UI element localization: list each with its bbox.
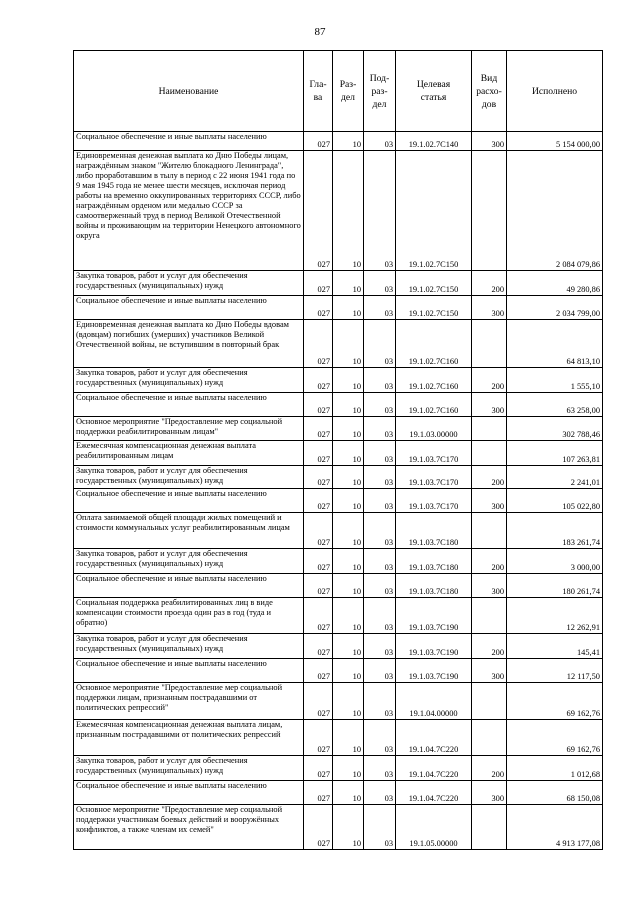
cell-expense-type — [472, 320, 507, 368]
cell-executed: 105 022,80 — [507, 489, 603, 513]
cell-expense-type — [472, 805, 507, 850]
cell-target: 19.1.04.7С220 — [396, 756, 472, 781]
cell-razdel: 10 — [333, 598, 364, 634]
cell-name: Закупка товаров, работ и услуг для обеспечения государственных (муниципальных) нужд — [74, 271, 304, 296]
cell-target: 19.1.03.7С180 — [396, 513, 472, 549]
cell-name: Социальное обеспечение и иные выплаты населению — [74, 781, 304, 805]
table-row — [74, 296, 603, 320]
cell-podrazdel: 03 — [364, 720, 396, 756]
cell-target: 19.1.05.00000 — [396, 805, 472, 850]
cell-podrazdel: 03 — [364, 598, 396, 634]
cell-expense-type: 300 — [472, 781, 507, 805]
cell-podrazdel: 03 — [364, 417, 396, 441]
cell-expense-type: 300 — [472, 132, 507, 151]
table-row — [74, 441, 603, 466]
cell-name: Основное мероприятие "Предоставление мер социальной поддержки реабилитированным лицам" — [74, 417, 304, 441]
header-podrazdel-line: раз- — [371, 85, 388, 97]
cell-expense-type: 200 — [472, 368, 507, 393]
table-row — [74, 634, 603, 659]
cell-glava: 027 — [304, 720, 333, 756]
cell-glava: 027 — [304, 393, 333, 417]
cell-glava: 027 — [304, 417, 333, 441]
cell-executed: 107 263,81 — [507, 441, 603, 466]
cell-target: 19.1.04.7С220 — [396, 720, 472, 756]
cell-razdel: 10 — [333, 805, 364, 850]
cell-expense-type: 300 — [472, 393, 507, 417]
cell-podrazdel: 03 — [364, 368, 396, 393]
header-name: Наименование — [74, 51, 304, 132]
cell-target: 19.1.03.7С190 — [396, 634, 472, 659]
cell-expense-type — [472, 513, 507, 549]
header-expense-type-line: Вид — [480, 72, 498, 84]
header-target-line: статья — [420, 92, 447, 103]
cell-razdel: 10 — [333, 683, 364, 720]
cell-executed: 302 788,46 — [507, 417, 603, 441]
cell-podrazdel: 03 — [364, 683, 396, 720]
table-row — [74, 683, 603, 720]
cell-name: Единовременная денежная выплата ко Дню Победы вдовам (вдовцам) погибших (умерших) участников Великой Отечественной войны, не вступившим в повторный брак — [74, 320, 304, 368]
cell-target: 19.1.03.7С170 — [396, 489, 472, 513]
header-target-line: Целевая — [416, 79, 451, 90]
cell-razdel: 10 — [333, 368, 364, 393]
cell-razdel: 10 — [333, 634, 364, 659]
table-row — [74, 417, 603, 441]
cell-podrazdel: 03 — [364, 441, 396, 466]
table-header-row — [74, 51, 603, 132]
page-number: 87 — [314, 26, 326, 38]
cell-podrazdel: 03 — [364, 634, 396, 659]
cell-glava: 027 — [304, 466, 333, 489]
table-row — [74, 320, 603, 368]
cell-glava: 027 — [304, 296, 333, 320]
cell-name: Социальное обеспечение и иные выплаты населению — [74, 489, 304, 513]
table-row — [74, 659, 603, 683]
cell-expense-type — [472, 151, 507, 271]
header-glava-line: ва — [313, 92, 323, 103]
cell-target: 19.1.02.7С150 — [396, 296, 472, 320]
cell-razdel: 10 — [333, 659, 364, 683]
cell-razdel: 10 — [333, 132, 364, 151]
cell-executed: 2 034 799,00 — [507, 296, 603, 320]
cell-executed: 2 084 079,86 — [507, 151, 603, 271]
cell-executed: 180 261,74 — [507, 574, 603, 598]
header-razdel-line: дел — [341, 92, 355, 103]
cell-target: 19.1.03.7С180 — [396, 549, 472, 574]
cell-podrazdel: 03 — [364, 574, 396, 598]
table-row — [74, 368, 603, 393]
cell-glava: 027 — [304, 132, 333, 151]
cell-glava: 027 — [304, 805, 333, 850]
table-row — [74, 132, 603, 151]
header-glava-line: Гла- — [309, 79, 327, 90]
cell-razdel: 10 — [333, 151, 364, 271]
cell-target: 19.1.03.7С190 — [396, 598, 472, 634]
cell-expense-type: 300 — [472, 489, 507, 513]
cell-executed: 2 241,01 — [507, 466, 603, 489]
table-row — [74, 756, 603, 781]
cell-name: Закупка товаров, работ и услуг для обеспечения государственных (муниципальных) нужд — [74, 466, 304, 489]
cell-name: Социальное обеспечение и иные выплаты населению — [74, 132, 304, 151]
cell-name: Закупка товаров, работ и услуг для обеспечения государственных (муниципальных) нужд — [74, 549, 304, 574]
header-podrazdel — [364, 51, 396, 132]
cell-name: Закупка товаров, работ и услуг для обеспечения государственных (муниципальных) нужд — [74, 756, 304, 781]
cell-expense-type — [472, 417, 507, 441]
cell-name: Закупка товаров, работ и услуг для обеспечения государственных (муниципальных) нужд — [74, 368, 304, 393]
cell-expense-type: 200 — [472, 271, 507, 296]
header-razdel — [333, 51, 364, 132]
cell-podrazdel: 03 — [364, 659, 396, 683]
cell-executed: 12 262,91 — [507, 598, 603, 634]
cell-name: Социальное обеспечение и иные выплаты населению — [74, 574, 304, 598]
cell-podrazdel: 03 — [364, 132, 396, 151]
cell-glava: 027 — [304, 549, 333, 574]
table-row — [74, 598, 603, 634]
cell-expense-type: 200 — [472, 549, 507, 574]
cell-name: Социальное обеспечение и иные выплаты населению — [74, 659, 304, 683]
cell-podrazdel: 03 — [364, 393, 396, 417]
cell-razdel: 10 — [333, 720, 364, 756]
table-row — [74, 781, 603, 805]
cell-razdel: 10 — [333, 393, 364, 417]
header-razdel-line: Раз- — [339, 79, 357, 90]
cell-podrazdel: 03 — [364, 466, 396, 489]
cell-glava: 027 — [304, 683, 333, 720]
cell-executed: 64 813,10 — [507, 320, 603, 368]
cell-razdel: 10 — [333, 417, 364, 441]
cell-expense-type: 300 — [472, 659, 507, 683]
cell-executed: 69 162,76 — [507, 720, 603, 756]
table-row — [74, 513, 603, 549]
cell-target: 19.1.04.00000 — [396, 683, 472, 720]
header-expense-type — [472, 51, 507, 132]
table-row — [74, 805, 603, 850]
cell-podrazdel: 03 — [364, 513, 396, 549]
header-executed: Исполнено — [507, 51, 603, 132]
cell-executed: 63 258,00 — [507, 393, 603, 417]
cell-glava: 027 — [304, 489, 333, 513]
cell-razdel: 10 — [333, 441, 364, 466]
cell-razdel: 10 — [333, 781, 364, 805]
table-row — [74, 151, 603, 271]
table-row — [74, 720, 603, 756]
cell-name: Социальная поддержка реабилитированных лиц в виде компенсации стоимости проезда один раз в год (туда и обратно) — [74, 598, 304, 634]
cell-executed: 69 162,76 — [507, 683, 603, 720]
cell-razdel: 10 — [333, 513, 364, 549]
cell-podrazdel: 03 — [364, 320, 396, 368]
cell-target: 19.1.02.7С160 — [396, 320, 472, 368]
cell-razdel: 10 — [333, 271, 364, 296]
cell-executed: 4 913 177,08 — [507, 805, 603, 850]
cell-name: Социальное обеспечение и иные выплаты населению — [74, 393, 304, 417]
cell-target: 19.1.02.7С150 — [396, 271, 472, 296]
cell-executed: 1 555,10 — [507, 368, 603, 393]
table-row — [74, 549, 603, 574]
cell-name: Основное мероприятие "Предоставление мер социальной поддержки лицам, признанным пострадавшими от политических репрессий" — [74, 683, 304, 720]
cell-glava: 027 — [304, 441, 333, 466]
budget-table — [73, 50, 603, 850]
cell-glava: 027 — [304, 574, 333, 598]
cell-target: 19.1.02.7С150 — [396, 151, 472, 271]
cell-target: 19.1.02.7С160 — [396, 393, 472, 417]
header-glava — [304, 51, 333, 132]
cell-podrazdel: 03 — [364, 151, 396, 271]
table-row — [74, 271, 603, 296]
cell-glava: 027 — [304, 781, 333, 805]
cell-target: 19.1.03.7С180 — [396, 574, 472, 598]
cell-razdel: 10 — [333, 574, 364, 598]
cell-executed: 68 150,08 — [507, 781, 603, 805]
header-podrazdel-line: дел — [372, 98, 387, 110]
cell-expense-type — [472, 441, 507, 466]
cell-glava: 027 — [304, 320, 333, 368]
cell-podrazdel: 03 — [364, 489, 396, 513]
cell-expense-type — [472, 598, 507, 634]
cell-name: Ежемесячная компенсационная денежная выплата реабилитированным лицам — [74, 441, 304, 466]
table-row — [74, 393, 603, 417]
cell-expense-type: 200 — [472, 756, 507, 781]
cell-expense-type: 200 — [472, 634, 507, 659]
cell-target: 19.1.03.00000 — [396, 417, 472, 441]
table-row — [74, 489, 603, 513]
cell-target: 19.1.03.7С170 — [396, 441, 472, 466]
cell-razdel: 10 — [333, 296, 364, 320]
cell-name: Оплата занимаемой общей площади жилых помещений и стоимости коммунальных услуг реабилитированным лицам — [74, 513, 304, 549]
header-target — [396, 51, 472, 132]
cell-executed: 49 280,86 — [507, 271, 603, 296]
cell-target: 19.1.04.7С220 — [396, 781, 472, 805]
cell-target: 19.1.02.7С140 — [396, 132, 472, 151]
cell-razdel: 10 — [333, 320, 364, 368]
cell-razdel: 10 — [333, 489, 364, 513]
cell-name: Закупка товаров, работ и услуг для обеспечения государственных (муниципальных) нужд — [74, 634, 304, 659]
table-row — [74, 466, 603, 489]
cell-glava: 027 — [304, 659, 333, 683]
cell-executed: 1 012,68 — [507, 756, 603, 781]
cell-podrazdel: 03 — [364, 271, 396, 296]
cell-glava: 027 — [304, 368, 333, 393]
cell-glava: 027 — [304, 756, 333, 781]
cell-razdel: 10 — [333, 756, 364, 781]
cell-podrazdel: 03 — [364, 549, 396, 574]
header-expense-type-line: расхо- — [476, 85, 502, 97]
cell-podrazdel: 03 — [364, 805, 396, 850]
header-podrazdel-line: Под- — [369, 72, 390, 84]
cell-glava: 027 — [304, 271, 333, 296]
cell-glava: 027 — [304, 513, 333, 549]
cell-razdel: 10 — [333, 466, 364, 489]
cell-razdel: 10 — [333, 549, 364, 574]
cell-glava: 027 — [304, 598, 333, 634]
table-row — [74, 574, 603, 598]
cell-executed: 12 117,50 — [507, 659, 603, 683]
cell-executed: 5 154 000,00 — [507, 132, 603, 151]
cell-expense-type: 300 — [472, 296, 507, 320]
cell-name: Социальное обеспечение и иные выплаты населению — [74, 296, 304, 320]
cell-executed: 183 261,74 — [507, 513, 603, 549]
cell-target: 19.1.03.7С190 — [396, 659, 472, 683]
cell-target: 19.1.02.7С160 — [396, 368, 472, 393]
cell-target: 19.1.03.7С170 — [396, 466, 472, 489]
cell-name: Основное мероприятие "Предоставление мер социальной поддержки участникам боевых действий и вооружённых конфликтов, а также членам их семей" — [74, 805, 304, 850]
cell-expense-type: 300 — [472, 574, 507, 598]
cell-expense-type: 200 — [472, 466, 507, 489]
cell-name: Ежемесячная компенсационная денежная выплата лицам, признанным пострадавшими от политических репрессий — [74, 720, 304, 756]
cell-expense-type — [472, 720, 507, 756]
cell-glava: 027 — [304, 151, 333, 271]
cell-executed: 3 000,00 — [507, 549, 603, 574]
cell-expense-type — [472, 683, 507, 720]
cell-podrazdel: 03 — [364, 296, 396, 320]
cell-glava: 027 — [304, 634, 333, 659]
cell-podrazdel: 03 — [364, 756, 396, 781]
header-expense-type-line: дов — [481, 98, 497, 110]
cell-podrazdel: 03 — [364, 781, 396, 805]
cell-executed: 145,41 — [507, 634, 603, 659]
cell-name: Единовременная денежная выплата ко Дню Победы лицам, награждённым знаком "Жителю блокадного Ленинграда", либо проработавшим в тылу в период с 22 июня 1941 года по 9 мая 1945 года не менее шести месяцев, исключая период работы на временно оккупированных территориях СССР, либо награждённым орденом или медалью СССР за самоотверженный труд в период Великой Отечественной войны и проживающим на территории Ненецкого автономного округа — [74, 151, 304, 271]
